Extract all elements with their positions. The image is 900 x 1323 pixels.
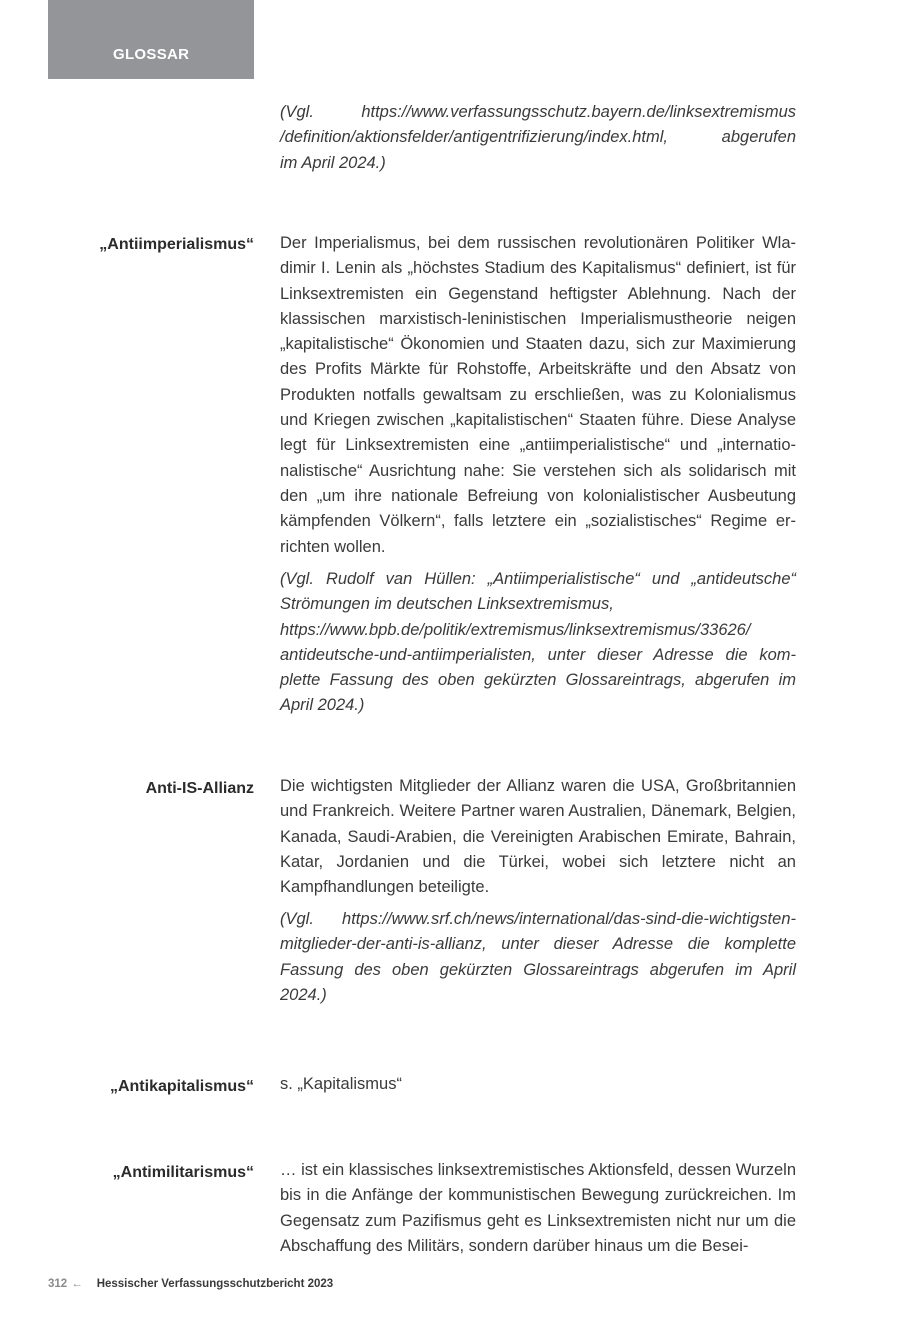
- page-number: 312: [48, 1278, 68, 1290]
- reference-line: 2024.): [280, 985, 327, 1004]
- reference-line: (Vgl. Rudolf van Hüllen: „Antiimperialistische“ und „antideutsche“: [280, 570, 796, 588]
- reference-note: [280, 100, 796, 176]
- section-tab: [48, 0, 254, 79]
- reference-line: plette Fassung des oben gekürzten Glossareintrags, abgerufen im: [280, 671, 796, 690]
- reference-note: [280, 567, 796, 719]
- reference-note: [280, 907, 796, 1008]
- reference-line: antideutsche-und-antiimperialisten, unter dieser Adresse die kom-: [280, 645, 796, 664]
- reference-line: (Vgl. https://www.verfassungsschutz.bayern.de/linksextremismus: [280, 103, 796, 121]
- glossary-term: „Antikapitalismus“: [109, 1078, 254, 1095]
- glossary-definition: s. „Kapitalismus“: [280, 1075, 402, 1093]
- reference-line: mitglieder-der-anti-is-allianz, unter dieser Adresse die komplette: [280, 935, 796, 954]
- arrow-left-icon: ←: [71, 1278, 83, 1290]
- reference-line: https://www.bpb.de/politik/extremismus/linksextremismus/33626/: [280, 620, 751, 639]
- reference-line: Fassung des oben gekürzten Glossareintrags abgerufen im April: [280, 960, 796, 979]
- glossary-term: „Antiimperialismus“: [99, 236, 254, 253]
- reference-line: Strömungen im deutschen Linksextremismus,: [280, 595, 614, 614]
- glossary-definition: Der Imperialismus, bei dem russischen revolutionären Politiker Wladimir I. Lenin als „höchstes Stadium des Kapitalismus“ definiert, ist für Linksextremisten ein Gegenstand heftigster Ablehnung. Nach der klassischen marxistisch-leninistischen Imperialismustheorie neigen „kapitalistische“ Ökonomien und Staaten dazu, sich zur Maximierung des Profits Märkte für Rohstoffe, Arbeitskräfte und den Absatz von Produkten notfalls gewaltsam zu erschließen, was zu Kolonialismus und Kriegen zwischen „kapitalistischen“ Staaten führe. Diese Analyse legt für Linksextremisten eine „antiimperialistische“ und „internationalistische“ Ausrichtung nahe: Sie verstehen sich als solidarisch mit den „um ihre nationale Befreiung von kolonialistischer Ausbeutung kämpfenden Völkern“, falls letztere ein „sozialistisches“ Regime errichten wollen.: [280, 234, 796, 556]
- reference-line: April 2024.): [280, 696, 365, 715]
- reference-line: /definition/aktionsfelder/antigentrifizierung/index.html, abgerufen: [280, 128, 796, 147]
- glossary-term: Anti-IS-Allianz: [145, 780, 254, 797]
- reference-line: (Vgl. https://www.srf.ch/news/international/das-sind-die-wichtigsten-: [280, 910, 796, 928]
- glossary-definition: … ist ein klassisches linksextremistisches Aktionsfeld, dessen Wurzeln bis in die Anfänge der kommunistischen Bewegung zurückreichen. Im Gegensatz zum Pazifismus geht es Linksextremisten nicht nur um die Abschaffung des Militärs, sondern darüber hinaus um die Besei-: [280, 1161, 796, 1255]
- glossary-term: „Antimilitarismus“: [112, 1164, 254, 1181]
- page-footer: [48, 1278, 333, 1290]
- publication-title: Hessischer Verfassungsschutzbericht 2023: [96, 1278, 334, 1290]
- reference-line: im April 2024.): [280, 153, 386, 172]
- glossary-definition: Die wichtigsten Mitglieder der Allianz waren die USA, Großbritannien und Frankreich. Weitere Partner waren Australien, Dänemark, Belgien, Kanada, Saudi-Arabien, die Vereinigten Arabischen Emirate, Bahrain, Katar, Jordanien und die Türkei, wobei sich letztere nicht an Kampfhandlungen beteiligte.: [280, 777, 796, 897]
- section-label: GLOSSAR: [113, 46, 190, 63]
